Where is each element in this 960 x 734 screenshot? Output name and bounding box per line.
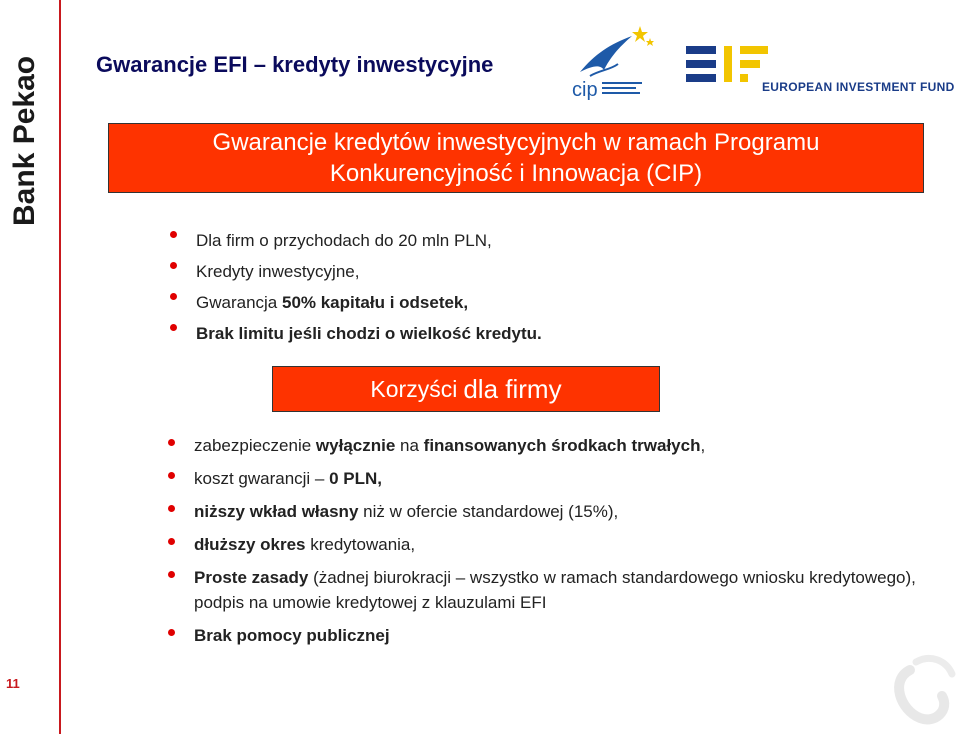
text-segment: koszt gwarancji – (194, 469, 330, 488)
feature-item (170, 225, 542, 256)
text-segment: niż w ofercie standardowej (15%), (358, 502, 619, 521)
cip-logo (570, 24, 660, 104)
benefit-item (168, 499, 938, 524)
text-segment: Kredyty inwestycyjne, (196, 262, 360, 281)
feature-item (170, 256, 542, 287)
page-title: Gwarancje EFI – kredyty inwestycyjne (96, 52, 494, 77)
headline-line-2: Konkurencyjność i Innowacja (CIP) (329, 160, 703, 187)
headline-banner (108, 123, 924, 193)
benefit-item (168, 565, 938, 615)
text-segment: wyłącznie (315, 436, 396, 455)
bank-pekao-logo (2, 30, 46, 230)
text-segment: , (700, 436, 706, 455)
text-segment: finansowanych środkach trwałych (423, 436, 701, 455)
page-number: 11 (6, 676, 20, 691)
benefit-item (168, 433, 938, 458)
feature-item (170, 318, 542, 349)
eif-logo-text: EUROPEAN INVESTMENT FUND (762, 80, 955, 94)
sidebar-divider (59, 0, 61, 734)
benefits-list (168, 433, 938, 656)
decorative-swirl (880, 640, 960, 734)
text-segment: zabezpieczenie (194, 436, 316, 455)
text-segment: niższy wkład własny (194, 502, 359, 521)
benefit-item (168, 532, 938, 557)
benefits-banner-word-1: Korzyści (370, 375, 458, 402)
text-segment: Dla firm o przychodach do 20 mln PLN, (196, 231, 492, 250)
text-segment: kredytowania, (305, 535, 416, 554)
text-segment: dłuższy okres (194, 535, 306, 554)
svg-text:Bank Pekao: Bank Pekao (8, 55, 41, 226)
benefits-banner (272, 366, 660, 412)
benefit-item (168, 623, 938, 648)
svg-text:cip: cip (572, 79, 598, 101)
feature-item (170, 287, 542, 318)
text-segment: 50% kapitału i odsetek, (281, 293, 469, 312)
text-segment: Proste zasady (194, 568, 309, 587)
text-segment: Gwarancja (196, 293, 282, 312)
headline-line-1: Gwarancje kredytów inwestycyjnych w ramach Programu (212, 129, 820, 156)
text-segment: Brak pomocy publicznej (194, 626, 390, 645)
benefits-banner-word-2: dla firmy (463, 373, 562, 404)
text-segment: Brak limitu jeśli chodzi o wielkość kredytu. (196, 324, 542, 343)
text-segment: 0 PLN, (329, 469, 383, 488)
feature-list (170, 225, 542, 349)
benefit-item (168, 466, 938, 491)
text-segment: (żadnej biurokracji – wszystko w ramach standardowego wniosku kredytowego), podpis na umowie kredytowej z klauzulami EFI (194, 568, 916, 612)
text-segment: na (395, 436, 424, 455)
